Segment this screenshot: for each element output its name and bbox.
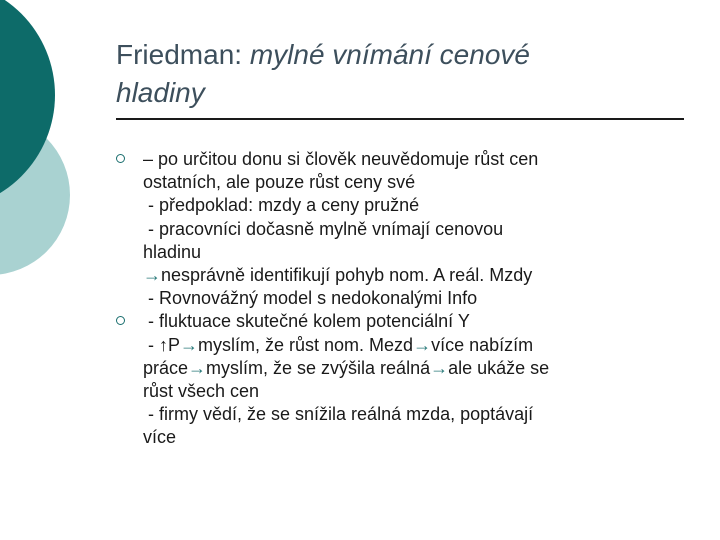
- title-divider: [116, 118, 684, 120]
- bullet-line: - firmy vědí, že se snížila reálná mzda, poptávají: [143, 404, 534, 425]
- arrow-icon: →: [430, 357, 449, 378]
- line-text: nesprávně identifikují pohyb nom. A reál. Mzdy: [161, 265, 533, 286]
- title-italic-1: mylné vnímání cenové: [249, 39, 530, 70]
- bullet-line: [143, 264, 696, 287]
- bullet-line: - předpoklad: mzdy a ceny pružné: [143, 195, 420, 216]
- bullet-line: růst všech cen: [143, 381, 260, 402]
- line-text: myslím, že se zvýšila reálná: [206, 357, 431, 378]
- line-text: - ↑P: [143, 334, 181, 355]
- title-italic-2: hladiny: [116, 77, 205, 108]
- arrow-icon: →: [413, 334, 432, 355]
- line-text: myslím, že růst nom. Mezd: [198, 334, 414, 355]
- line-text: práce: [143, 357, 189, 378]
- bullet-line: - fluktuace skutečné kolem potenciální Y: [143, 311, 470, 332]
- bullet-line: - Rovnovážný model s nedokonalými Info: [143, 288, 478, 309]
- line-text: více nabízím: [431, 334, 534, 355]
- bullet-line: – po určitou donu si člověk neuvědomuje růst cen: [143, 149, 539, 169]
- bullet-item-1: [116, 148, 696, 310]
- bullet-line: více: [143, 427, 177, 448]
- bullet-marker-icon: [116, 316, 125, 325]
- bullet-line: hladinu: [143, 241, 202, 262]
- decorative-circles: [0, 0, 120, 300]
- bullet-line: - pracovníci dočasně mylně vnímají cenovou: [143, 218, 504, 239]
- bullet-line: [143, 334, 696, 357]
- bullet-line: [143, 357, 696, 380]
- arrow-icon: →: [188, 357, 207, 378]
- slide-title: [116, 36, 676, 112]
- line-text: ale ukáže se: [448, 357, 550, 378]
- title-plain: Friedman:: [116, 39, 250, 70]
- bullet-line: ostatních, ale pouze růst ceny své: [143, 172, 416, 193]
- arrow-icon: →: [143, 265, 161, 286]
- bullet-marker-icon: [116, 154, 125, 163]
- bullet-item-2: [116, 310, 696, 449]
- arrow-icon: →: [180, 334, 199, 355]
- slide-body: [116, 148, 696, 450]
